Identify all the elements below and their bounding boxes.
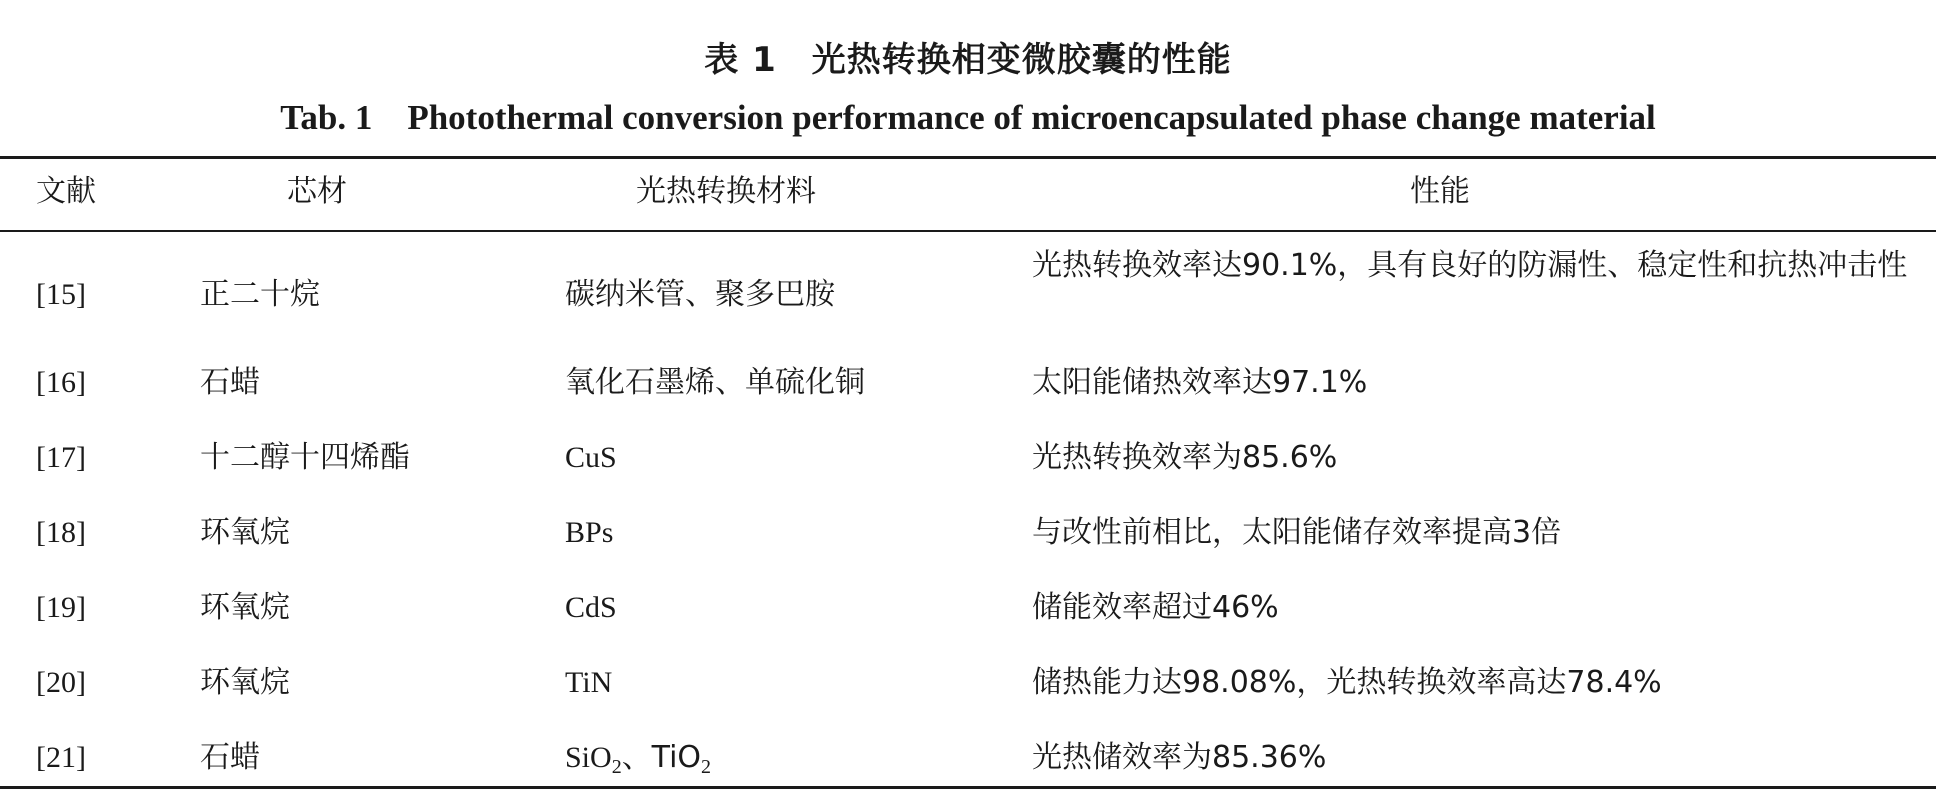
cell-ref: [15] (36, 278, 86, 311)
formula-subscript: 2 (701, 756, 712, 778)
table-header-rule (0, 230, 1936, 232)
cell-performance: 光热转换效率达90.1%，具有良好的防漏性、稳定性和抗热冲击性 (1032, 248, 1908, 283)
cell-core: 十二醇十四烯酯 (200, 440, 410, 475)
formula-subscript: 2 (611, 756, 622, 778)
formula-sio: SiO (565, 741, 612, 774)
cell-ref: [16] (36, 366, 86, 399)
cell-ref: [19] (36, 591, 86, 624)
cell-ref: [20] (36, 666, 86, 699)
table-bottom-rule (0, 786, 1936, 789)
cell-performance: 光热转换效率为85.6% (1032, 440, 1338, 475)
header-ref: 文献 (36, 174, 96, 209)
table-title-zh: 表 1 光热转换相变微胶囊的性能 (704, 40, 1232, 80)
cell-performance: 储能效率超过46% (1032, 590, 1279, 625)
cell-performance: 光热储效率为85.36% (1032, 740, 1327, 775)
cell-core: 环氧烷 (200, 665, 290, 700)
cell-material: TiN (565, 666, 613, 699)
cell-core: 环氧烷 (200, 515, 290, 550)
cell-ref: [18] (36, 516, 86, 549)
header-material: 光热转换材料 (636, 174, 816, 209)
cell-material: 碳纳米管、聚多巴胺 (565, 277, 835, 312)
cell-material (565, 736, 711, 780)
cell-performance: 储热能力达98.08%，光热转换效率高达78.4% (1032, 665, 1662, 700)
cell-core: 环氧烷 (200, 590, 290, 625)
cell-performance: 太阳能储热效率达97.1% (1032, 365, 1368, 400)
header-performance: 性能 (1410, 174, 1470, 209)
cell-ref: [21] (36, 741, 86, 774)
cell-performance: 与改性前相比，太阳能储存效率提高3倍 (1032, 515, 1562, 550)
cell-material: 氧化石墨烯、单硫化铜 (565, 365, 865, 400)
formula-tio: 、TiO (621, 740, 702, 775)
cell-core: 石蜡 (200, 365, 260, 400)
cell-material: BPs (565, 516, 614, 549)
cell-material: CuS (565, 441, 617, 474)
header-core: 芯材 (287, 174, 347, 209)
table-top-rule (0, 156, 1936, 159)
table-title-en: Tab. 1 Photothermal conversion performance of microencapsulated phase change material (280, 98, 1656, 137)
cell-core: 正二十烷 (200, 277, 320, 312)
cell-ref: [17] (36, 441, 86, 474)
cell-material: CdS (565, 591, 617, 624)
cell-core: 石蜡 (200, 740, 260, 775)
